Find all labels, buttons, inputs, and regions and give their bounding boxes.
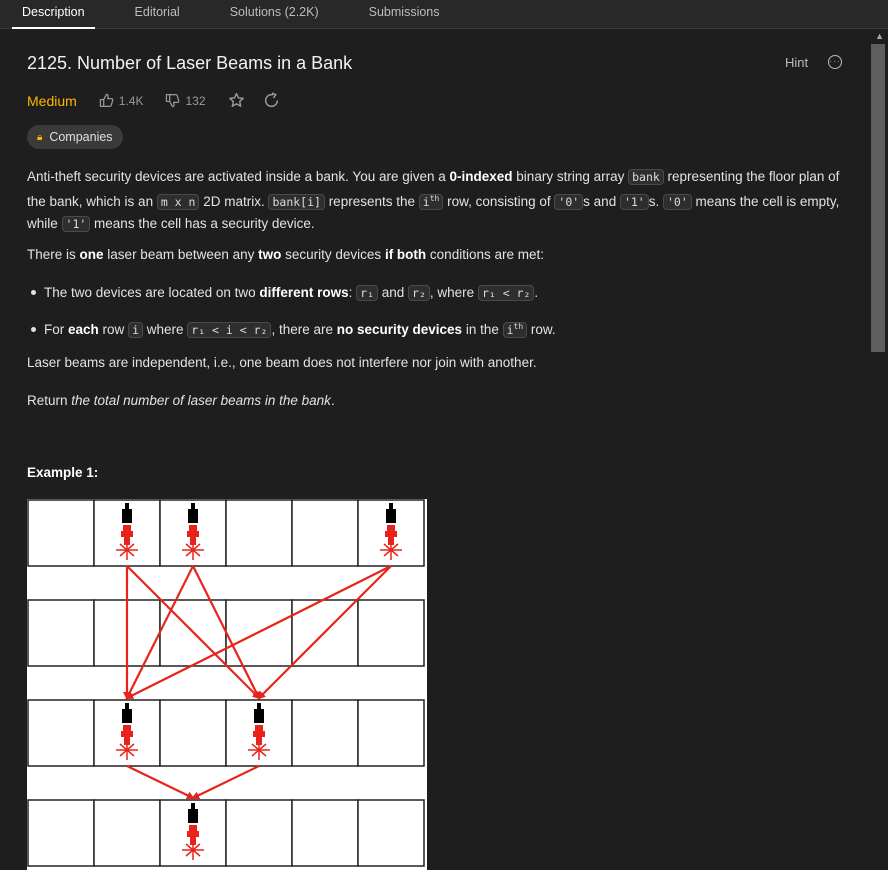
share-button[interactable] (263, 92, 280, 109)
problem-meta (27, 92, 298, 109)
list-item: For each row i where r₁ < i < r₂ , there are no security devices in the $i^{th}$ row. (31, 316, 556, 341)
grid-cell (226, 500, 292, 566)
tab-description[interactable]: Description (12, 0, 95, 29)
grid-cell (292, 700, 358, 766)
difficulty-badge: Medium (27, 92, 77, 109)
scrollbar-thumb[interactable] (871, 44, 885, 352)
grid-cell (358, 700, 424, 766)
problem-title: 2125. Number of Laser Beams in a Bank (27, 53, 353, 73)
dislike-count: 132 (185, 93, 206, 108)
like-button[interactable] (99, 93, 144, 108)
tab-submissions[interactable]: Submissions (368, 4, 440, 19)
like-count: 1.4K (118, 93, 144, 108)
share-icon (263, 92, 280, 109)
tab-editorial[interactable]: Editorial (134, 4, 180, 19)
conditions-intro: There is one laser beam between any two security devices if both conditions are met: (27, 247, 544, 262)
thumbs-up-icon (99, 93, 114, 108)
tab-solutions[interactable]: Solutions (2.2K) (229, 4, 319, 19)
grid-cell (28, 500, 94, 566)
companies-tag[interactable] (27, 125, 123, 149)
grid-cell (160, 700, 226, 766)
grid-cell (226, 800, 292, 866)
grid-cell (28, 700, 94, 766)
more-options-icon[interactable]: ··· (828, 55, 842, 69)
description-paragraph: Anti-theft security devices are activated inside a bank. You are given a 0-indexed binary string array bank representing the floor plan of the bank, which is an m x n 2D matrix. bank[i] represents the $i^{th}$ row, consisting of '0' s and '1' s. '0' means the cell is empty, while '1' means the cell has a security device. (27, 169, 840, 231)
independence-note: Laser beams are independent, i.e., one beam does not interfere nor join with another. (27, 355, 537, 370)
favorite-button[interactable] (228, 92, 245, 109)
grid-cell (28, 600, 94, 666)
star-icon (228, 92, 245, 109)
scroll-up-icon[interactable]: ▲ (875, 31, 884, 41)
list-item: The two devices are located on two different rows: r₁ and r₂ , where r₁ < r₂ . (31, 282, 538, 304)
example-1-heading: Example 1: (27, 465, 99, 480)
dislike-button[interactable] (165, 93, 205, 108)
return-statement: Return the total number of laser beams in the bank. (27, 393, 335, 408)
hint-button[interactable]: Hint (785, 55, 809, 70)
companies-label: Companies (49, 130, 113, 144)
lock-icon: 🔒︎ (37, 131, 43, 143)
grid-cell (292, 800, 358, 866)
grid-cell (94, 800, 160, 866)
grid-cell (28, 800, 94, 866)
grid-cell (292, 500, 358, 566)
thumbs-down-icon (165, 93, 180, 108)
tab-bar (0, 0, 888, 29)
grid-cell (358, 800, 424, 866)
grid-cell (358, 600, 424, 666)
example-1-diagram (27, 499, 427, 870)
